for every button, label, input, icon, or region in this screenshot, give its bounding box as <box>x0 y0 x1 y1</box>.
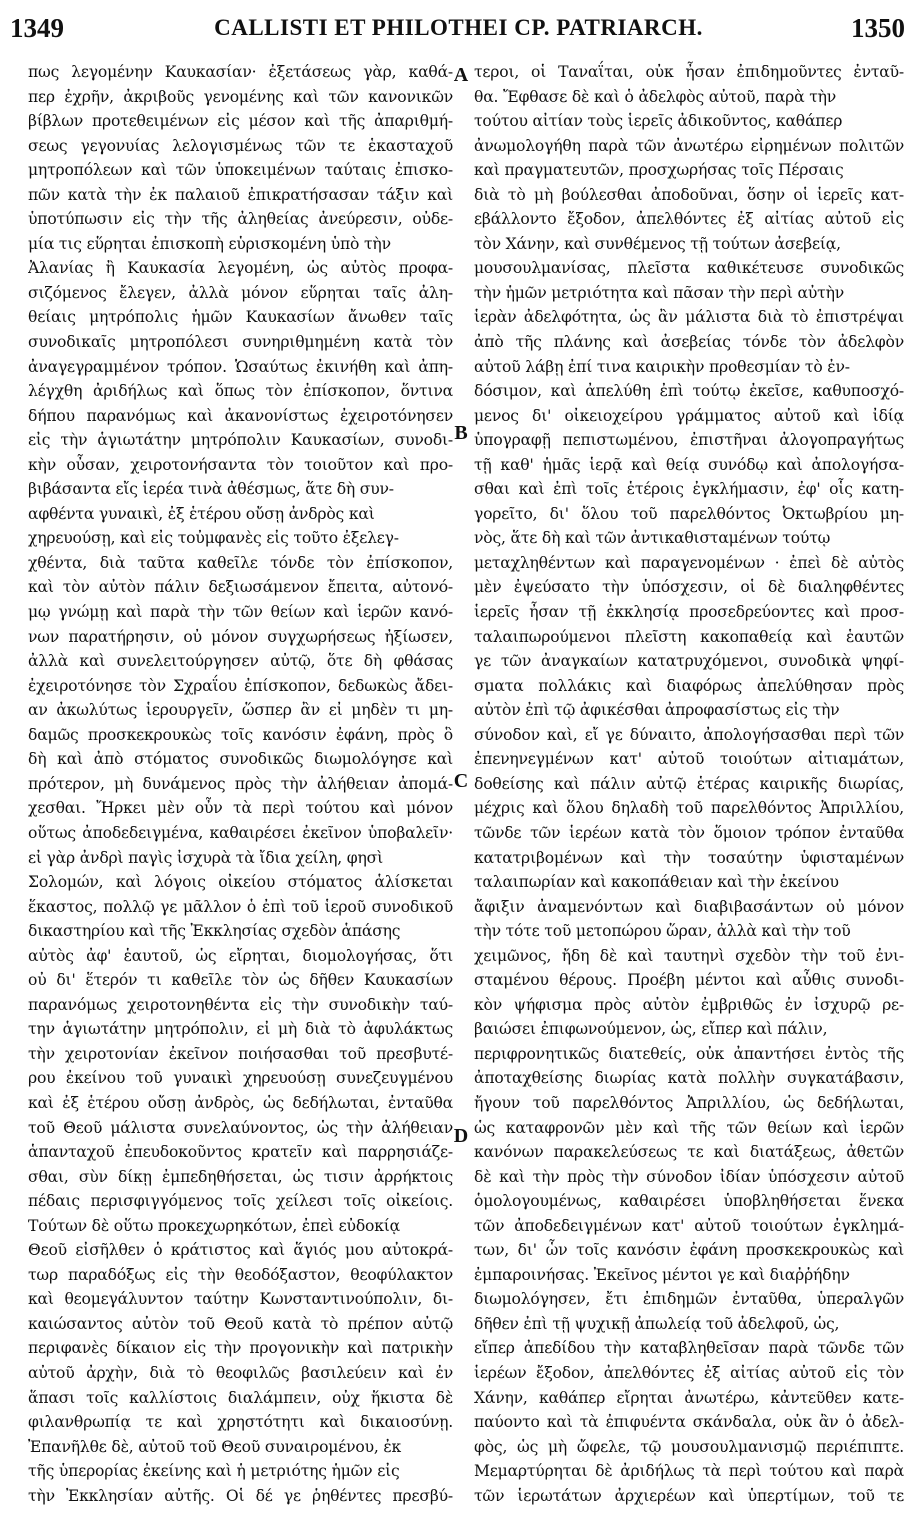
text-line: Σολομών, καὶ λόγοις οἰκείου στόματος ἁλίσκεται <box>28 873 453 892</box>
page-number-right: 1350 <box>851 13 905 43</box>
text-line: πρότερον, μὴ δυνάμενος πρὸς τὴν ἀλήθειαν ἀπομά- <box>28 774 453 793</box>
text-line: ἁπανταχοῦ ἐπευδοκοῦντος κρατεῖν καὶ παρρησιάζε- <box>28 1143 453 1162</box>
text-line: αὐτοῦ λάβῃ ἐπί τινα καιρικὴν προθεσμίαν τὸ ἐν- <box>474 357 850 376</box>
text-line: εβάλλοντο ἔξοδον, ἀπελθόντες ἐξ αἰτίας αὐτοῦ εἰς <box>474 210 904 229</box>
text-line: σιζόμενος ἔλεγεν, ἀλλὰ μόνον εὕρηται ταῖς ἀλη- <box>28 283 453 302</box>
text-line: ἀνωμολογήθη παρὰ τῶν ἀνωτέρω εἰρημένων πολιτῶν <box>474 136 904 155</box>
text-line: ἀπὸ τῆς πλάνης καὶ ἀσεβείας τόνδε τὸν ἀδελφὸν <box>474 333 904 352</box>
text-line: ταλαιπωρίαν καὶ κακοπάθειαν καὶ τὴν ἐκείνου <box>474 873 839 892</box>
text-line: σταμένου θέρους. Προέβη μέντοι καὶ αὖθις συνοδι- <box>474 971 904 990</box>
text-line: τὴν Ἐκκλησίαν αὐτῆς. Οἱ δέ γε ῥηθέντες πρεσβύ- <box>28 1486 453 1505</box>
text-line: τεροι, οἱ Ταναΐται, οὐκ ἦσαν ἐπιδημοῦντες ἐνταῦ- <box>474 63 904 81</box>
text-line: ἱερεῖς ἦσαν τῇ ἐκκλησίᾳ προσεδρεύοντες καὶ προσ- <box>474 603 904 622</box>
text-line: δοθείσης καὶ πάλιν αὐτῷ ἑτέρας καιρικῆς διωρίας, <box>474 774 904 793</box>
text-line: καιώσαντος αὐτὸν τοῦ Θεοῦ κατὰ τὸ πρέπον αὐτῷ <box>28 1314 453 1333</box>
text-line: περιφρονητικῶς διατεθείς, οὐκ ἀπαντήσει ἐντὸς τῆς <box>474 1044 904 1063</box>
text-line: νων παρατήρησιν, οὐ μόνον συγχωρήσεως ἠξίωσεν, <box>28 627 453 646</box>
text-line: ὑποτύπωσιν εἰς τὴν τῆς ἀληθείας ἀνεύρεσιν, οὐδε- <box>28 210 453 229</box>
text-line: των, δι' ὧν τοῖς κανόσιν ἐφάνη προσκεκρουκὼς καὶ <box>474 1241 904 1260</box>
margin-marker-c: C <box>453 770 469 792</box>
left-column <box>28 60 453 1508</box>
text-line: ὡς καταφρονῶν μὲν καὶ τῆς τῶν θείων καὶ ἱερῶν <box>474 1118 904 1137</box>
text-line: μῳ γνώμῃ καὶ παρὰ τὴν τῶν θείων καὶ ἱερῶν κανό- <box>28 603 453 622</box>
text-line: αν ἀκωλύτως ἱερουργεῖν, ὥσπερ ἂν εἰ μηδὲν τι μη- <box>28 701 453 720</box>
text-line: καὶ τὸν αὐτὸν πάλιν δεξιωσάμενον ἔπειτα, αὐτονό- <box>28 578 453 597</box>
text-line: τῶνδε τῶν ἱερέων κατὰ τὸν ὅμοιον τρόπον ἐνταῦθα <box>474 823 904 842</box>
text-line: Ἀλανίας ἢ Καυκασία λεγομένη, ὡς αὐτὸς προφα- <box>28 259 453 278</box>
text-line: μὲν ἐψεύσατο τὴν ὑπόσχεσιν, οἱ δὲ διαληφθέντες <box>474 578 904 597</box>
text-line: τῇ καθ' ἡμᾶς ἱερᾷ καὶ θείᾳ συνόδῳ καὶ ἀπολογήσα- <box>474 455 904 474</box>
text-line: οὐ δι' ἕτερόν τι καθεῖλε τὸν ὡς δῆθεν Καυκασίων <box>28 971 453 990</box>
text-line: οὕτως ἀποδεδειγμένα, καθαιρέσει ἐκεῖνον ὑποβαλεῖν· <box>28 823 453 842</box>
margin-marker-b: B <box>454 422 468 444</box>
text-line: κανόνων παρακελεύσεως τε καὶ διατάξεως, ἀθετῶν <box>474 1143 904 1162</box>
text-line: περ ἐχρῆν, ἀκριβοῦς γενομένης καὶ τῶν κανονικῶν <box>28 87 453 106</box>
text-line: αὐτὸς ἀφ' ἑαυτοῦ, ὡς εἴρηται, διομολογήσας, ὅτι <box>28 946 453 965</box>
text-line: αὐτὸν ἐπὶ τῷ ἀφικέσθαι ἀπροφασίστως εἰς τὴν <box>474 701 840 720</box>
text-line: σθαι καὶ ἐπὶ τοῖς ἑτέροις ἐγκλήμασιν, ἐφ' οἷς κατη- <box>474 480 904 499</box>
text-line: ταλαιπωρούμενοι πλεῖστη κακοπαθείᾳ καὶ ἑαυτῶν <box>474 627 904 646</box>
text-line: Τούτων δὲ οὕτω προκεχωρηκότων, ἐπεὶ εὐδοκίᾳ <box>28 1216 400 1235</box>
text-line: θείαις μητρόπολις ἡμῶν Καυκασίων ἄνωθεν ταῖς <box>28 308 453 327</box>
text-line: παύοντο καὶ τὰ ἐπιφυέντα σκάνδαλα, οὐκ ἂν ὁ ἀδελ- <box>474 1413 904 1432</box>
text-line: αὐτοῦ ἀρχὴν, διὰ τὸ θεοφιλῶς βασιλεύειν καὶ ἐν <box>28 1363 453 1382</box>
text-line: τὴν τότε τοῦ μετοπώρου ὥραν, ἀλλὰ καὶ τὴν τοῦ <box>474 922 851 941</box>
text-line: χειμῶνος, ἤδη δὲ καὶ ταυτηνὶ σχεδὸν τὴν τοῦ ἐνι- <box>474 946 904 965</box>
text-line: τούτου αἰτίαν τοὺς ἱερεῖς ἀδικοῦντος, καθάπερ <box>474 112 843 131</box>
text-line: δὴ καὶ ἀπὸ στόματος συνοδικῶς διωμολόγησε καὶ <box>28 750 453 769</box>
text-line: φιλανθρωπίᾳ τε καὶ χρηστότητι καὶ δικαιοσύνῃ. <box>28 1413 453 1432</box>
text-line: τὴν ἡμῶν μετριότητα καὶ πᾶσαν τὴν περὶ αὐτὴν <box>474 283 844 302</box>
text-line: βιβάσαντα εἴς ἱερέα τινὰ ἀθέσμως, ἅτε δὴ συν- <box>28 480 394 499</box>
text-line: διὰ τὸ μὴ βούλεσθαι ἀποδοῦναι, ὅσην οἱ ἱερεῖς κατ- <box>474 185 904 204</box>
running-title: CALLISTI ET PHILOTHEI CP. PATRIARCH. <box>214 15 703 40</box>
text-line: χθέντα, διὰ ταῦτα καθεῖλε τόνδε τὸν ἐπίσκοπον, <box>28 553 453 572</box>
text-line: δῆθεν ἐπὶ τῇ ψυχικῇ ἀπωλείᾳ τοῦ ἀδελφοῦ, ὡς, <box>474 1314 840 1333</box>
text-line: γορεῖτο, δι' ὅλου τοῦ παρελθόντος Ὀκτωβρίου μη- <box>474 504 904 523</box>
margin-marker-a: A <box>453 64 469 86</box>
text-line: Μεμαρτύρηται δὲ ἀριδήλως τὰ περὶ τούτου καὶ παρὰ <box>474 1462 904 1481</box>
text-line: ὁμολογουμένως, καθαιρέσει ὑποβληθήσεται ἕνεκα <box>474 1192 904 1211</box>
text-line: ἅπασι τοῖς καλλίστοις διαλάμπειν, οὐχ ἥκιστα δὲ <box>28 1388 453 1407</box>
text-line: βίβλων προτεθειμένων εἰς μέσον καὶ τῆς ἀπαριθμή- <box>28 112 453 131</box>
text-line: δόσιμον, καὶ ἀπελύθη ἐπὶ τούτῳ ἐκεῖσε, καθυποσχό- <box>474 382 904 401</box>
text-line: Χάνην, καθάπερ εἴρηται ἀνωτέρω, κἀντεῦθεν κατε- <box>474 1388 904 1407</box>
text-line: μεταχληθέντων καὶ παραγενομένων · ἐπεὶ δὲ αὐτὸς <box>474 553 904 572</box>
text-line: ἱερέων ἔξοδον, ἀπελθόντες ἐξ αἰτίας αὐτοῦ εἰς τὸν <box>474 1363 904 1382</box>
text-line: ἐπενηνεγμένων κατ' αὐτοῦ τοιούτων αἰτιαμάτων, <box>474 750 904 769</box>
text-line: μενος δι' οἰκειοχείρου γράμματος αὐτοῦ καὶ ἰδίᾳ <box>474 406 904 425</box>
text-line: τῶν ἀποδεδειγμένων κατ' αὐτοῦ τοιούτων ἐγκλημά- <box>474 1216 904 1235</box>
text-line: μητροπόλεων καὶ τῶν ὑποκειμένων ταύταις ἐπισκο- <box>28 161 453 180</box>
text-line: πως λεγομένην Καυκασίαν· ἐξετάσεως γὰρ, καθά- <box>28 63 453 81</box>
text-line: τὸν Χάνην, καὶ συνθέμενος τῇ τούτων ἀσεβείᾳ, <box>474 234 841 253</box>
text-line: σματα πολλάκις καὶ διαφόρως ἀπελύθησαν πρὸς <box>474 676 904 695</box>
text-line: ἄφιξιν ἀναμενόντων καὶ διαβιβασάντων οὐ μόνον <box>474 897 904 916</box>
text-line: εἴπερ ἀπεδίδου τὴν καταβληθεῖσαν παρὰ τῶνδε τῶν <box>474 1339 904 1358</box>
text-line: διωμολόγησεν, ἔτι ἐπιδημῶν ἐνταῦθα, ὑπεραλγῶν <box>474 1290 904 1309</box>
text-line: καὶ ἐξ ἑτέρου οὔσῃ ἀνδρὸς, ὡς δεδήλωται, ἐνταῦθα <box>28 1093 453 1112</box>
text-line: την ἁγιωτάτην μητρόπολιν, εἰ μὴ διὰ τὸ ἀφυλάκτως <box>28 1020 453 1039</box>
text-line: κατατριβομένων καὶ τὴν τοσαύτην ὑφισταμένων <box>474 848 904 867</box>
text-line: φὸς, ὡς μὴ ὤφελε, τῷ μουσουλμανισμῷ περιέπιπτε. <box>474 1437 904 1456</box>
text-line: δὲ καὶ τὴν πρὸς τὴν σύνοδον ἰδίαν ὑπόσχεσιν αὐτοῦ <box>474 1167 904 1186</box>
text-line: εἰ γὰρ ἀνδρὶ παγὶς ἰσχυρὰ τὰ ἴδια χείλη, φησὶ <box>28 848 384 867</box>
text-line: βαιώσει ἐπιφωνούμενον, ὡς, εἴπερ καὶ πάλιν, <box>474 1020 828 1039</box>
margin-marker-d: D <box>453 1125 469 1147</box>
text-line: τοῦ Θεοῦ μάλιστα συνελαύνοντος, ὡς τὴν ἀλήθειαν <box>28 1118 453 1137</box>
text-line: εἰς τὴν ἁγιωτάτην μητρόπολιν Καυκασίων, συνοδι- <box>28 431 453 450</box>
text-line: δήπου παρανόμως καὶ ἀκανονίστως ἐχειροτόνησεν <box>28 406 453 425</box>
text-line: καὶ θεομεγάλυντον ταύτην Κωνσταντινούπολιν, δι- <box>28 1290 453 1309</box>
text-line: αφθέντα γυναικὶ, ἐξ ἑτέρου οὔσῃ ἀνδρὸς καὶ <box>28 504 375 523</box>
text-line: ἀποταχθείσης διωρίας κατὰ πολλὴν συγκατάβασιν, <box>474 1069 904 1088</box>
text-line: κὴν οὖσαν, χειροτονήσαντα τὸν τοιοῦτον καὶ προ- <box>28 455 453 474</box>
text-line: συνοδικαῖς μητροπόλεσι συνηριθμημένη κατὰ τὸν <box>28 333 453 352</box>
text-line: ἀλλὰ καὶ συνελειτούργησεν αὐτῷ, ὅτε δὴ φθάσας <box>28 652 453 671</box>
text-line: παρανόμως χειροτονηθέντα εἰς τὴν συνοδικὴν ταύ- <box>28 995 453 1014</box>
text-line: ἀναγεγραμμένον τρόπον. Ὡσαύτως ἐκινήθη καὶ ἀπη- <box>28 357 453 376</box>
text-line: καὶ πραγματευτῶν, προσχωρήσας τοῖς Πέρσαις <box>474 161 844 180</box>
text-line: δικαστηρίου καὶ τῆς Ἐκκλησίας σχεδὸν ἁπάσης <box>28 922 401 941</box>
text-line: περιφανὲς δίκαιον εἰς τὴν προγονικὴν καὶ πατρικὴν <box>28 1339 453 1358</box>
text-line: χηρευούσῃ, καὶ εἰς τοὐμφανὲς εἰς τοῦτο ἐξελεγ- <box>28 529 399 548</box>
text-line: τὴν χειροτονίαν ἐκεῖνον ποιήσασθαι τοῦ πρεσβυτέ- <box>28 1044 453 1063</box>
text-line: θα. Ἔφθασε δὲ καὶ ὁ ἀδελφὸς αὐτοῦ, παρὰ τὴν <box>474 87 837 106</box>
text-line: πῶν κατὰ τὴν ἐκ παλαιοῦ ἐπικρατήσασαν τάξιν καὶ <box>28 185 453 204</box>
text-line: κὸν ψήφισμα πρὸς αὐτὸν ἐμβριθῶς ἐν ἰσχυρῷ ρε- <box>474 995 904 1014</box>
text-line: μία τις εὕρηται ἐπισκοπὴ εὑρισκομένη ὑπὸ τὴν <box>28 234 391 253</box>
text-line: ἐχειροτόνησε τὸν Σχραΐου ἐπίσκοπον, δεδωκὼς ἄδει- <box>28 676 453 695</box>
text-line: νὸς, ἅτε δὴ καὶ τῶν ἀντικαθισταμένων τούτῳ <box>474 529 831 548</box>
text-line: τωρ παραδόξως εἰς τὴν θεοδόξαστον, θεοφύλακτον <box>28 1265 453 1284</box>
text-line: τῶν ἱερωτάτων ἀρχιερέων καὶ ὑπερτίμων, τοῦ τε <box>474 1486 904 1505</box>
text-line: πέδαις περισφιγγόμενος τοῖς χείλεσι τοῖς οἰκείοις. <box>28 1192 453 1211</box>
right-column <box>474 60 904 1508</box>
page-number-left: 1349 <box>10 13 64 43</box>
text-line: σύνοδον καὶ, εἴ γε δύναιτο, ἀπολογήσασθαι περὶ τῶν <box>474 725 904 744</box>
text-line: ρου ἐκείνου τοῦ γυναικὶ χηρευούσῃ συνεζευγμένου <box>28 1069 453 1088</box>
text-line: δαμῶς προσκεκρουκὼς τοῖς κανόσιν ἐφάνη, πρὸς ὃ <box>28 725 453 744</box>
text-line: ἐμπαροινήσας. Ἐκεῖνος μέντοι γε καὶ διαῤῥήδην <box>474 1265 850 1284</box>
text-line: χεσθαι. Ἤρκει μὲν οὖν τὰ περὶ τούτου καὶ μόνον <box>28 799 453 818</box>
text-line: σθαι, σὺν δίκῃ ἐμπεδηθήσεται, ὡς τισιν ἀρρήκτοις <box>28 1167 453 1186</box>
text-line: Θεοῦ εἰσῆλθεν ὁ κράτιστος καὶ ἅγιός μου αὐτοκρά- <box>28 1241 453 1260</box>
text-line: τῆς ὑπερορίας ἐκείνης καὶ ἡ μετριότης ἡμῶν εἰς <box>28 1462 400 1481</box>
text-line: γε τῶν ἀναγκαίων κατατρυχόμενοι, συνοδικὰ ψηφί- <box>474 652 904 671</box>
text-line: μέχρις καὶ ὅλου δηλαδὴ τοῦ παρελθόντος Ἀπριλλίου, <box>474 799 904 818</box>
text-line: λέγχθη ἀριδήλως καὶ ὅπως τὸν ἐπίσκοπον, ὅντινα <box>28 382 453 401</box>
text-line: ἤγουν τοῦ παρελθόντος Ἀπριλλίου, ὡς δεδήλωται, <box>474 1093 904 1112</box>
text-line: σεως γεγονυίας λελογισμένως τῶν τε ἑκασταχοῦ <box>28 136 453 155</box>
text-line: μουσουλμανίσας, πλεῖστα καθικέτευσε συνοδικῶς <box>474 259 904 278</box>
text-line: ἕκαστος, πολλῷ γε μᾶλλον ὁ ἐπὶ τοῦ ἱεροῦ συνοδικοῦ <box>28 897 453 916</box>
text-line: Ἐπανῆλθε δὲ, αὐτοῦ τοῦ Θεοῦ συναιρομένου, ἐκ <box>28 1437 402 1456</box>
text-line: ἱερὰν ἀδελφότητα, ὡς ἂν μάλιστα διὰ τὸ ἐπιστρέψαι <box>474 308 904 327</box>
text-line: ὑπογραφῇ πεπιστωμένου, ἐπιστῆναι ἀλογοπραγήτως <box>474 431 904 450</box>
